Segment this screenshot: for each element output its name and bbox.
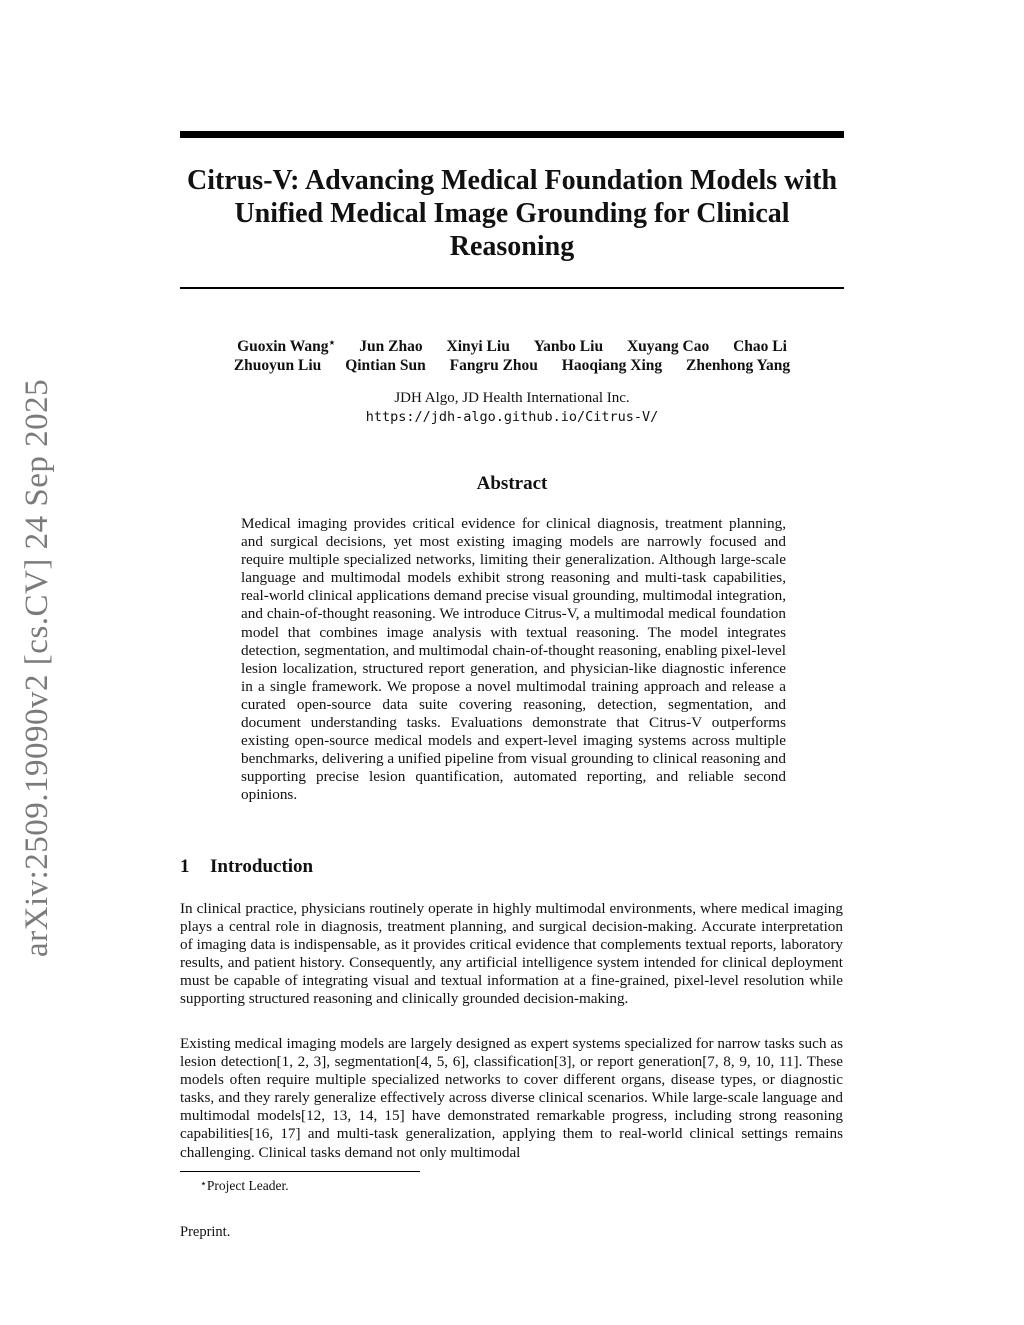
section-heading-introduction	[180, 856, 313, 878]
author-name: Xinyi Liu	[446, 338, 510, 355]
author-name: Qintian Sun	[345, 357, 426, 374]
intro-paragraph-2: Existing medical imaging models are largely designed as expert systems specialized for narrow tasks such as lesion detection[1, 2, 3], segmentation[4, 5, 6], classification[3], or report generation[7, 8, 9, 10, 11]. These models often require multiple specialized networks to cover different organs, disease types, or diagnostic tasks, and they rarely generalize effectively across diverse clinical scenarios. While large-scale language and multimodal models[12, 13, 14, 15] have demonstrated remarkable progress, including strong reasoning capabilities[16, 17] and multi-task generalization, applying them to real-world clinical settings remains challenging. Clinical tasks demand not only multimodal	[180, 1035, 843, 1161]
author-row-1	[170, 334, 854, 356]
author-name: Zhuoyun Liu	[233, 357, 322, 374]
paper-title: Citrus-V: Advancing Medical Foundation Models with Unified Medical Image Grounding for Clinical Reasoning	[186, 165, 838, 262]
intro-paragraph-1: In clinical practice, physicians routinely operate in highly multimodal environments, where medical imaging plays a central role in diagnosis, treatment planning, and surgical decision-making. Accurate interpretation of imaging data is indispensable, as it provides critical evidence that complements textual reports, laboratory results, and patient history. Consequently, any artificial intelligence system intended for clinical deployment must be capable of integrating visual and textual information at a fine-grained, pixel-level resolution while supporting structured reasoning and clinically grounded decision-making.	[180, 900, 843, 1008]
author-name: Fangru Zhou	[449, 357, 538, 374]
author-row-2	[170, 356, 854, 375]
affiliation-block	[170, 389, 854, 427]
title-bottom-rule	[180, 287, 844, 289]
section-title: Introduction	[210, 856, 314, 877]
section-number: 1	[180, 856, 190, 877]
author-name: Yanbo Liu	[533, 338, 604, 355]
arxiv-identifier: arXiv:2509.19090v2 [cs.CV] 24 Sep 2025	[19, 378, 55, 957]
footnote-text: Project Leader.	[206, 1178, 289, 1193]
author-name: Jun Zhao	[359, 338, 423, 355]
project-url-link[interactable]: https://jdh-algo.github.io/Citrus-V/	[365, 409, 659, 425]
page-footer: Preprint.	[180, 1224, 231, 1240]
footnote-rule	[180, 1171, 420, 1172]
project-leader-star: ⋆	[328, 337, 336, 349]
author-name: Zhenhong Yang	[686, 357, 791, 374]
author-name: Haoqiang Xing	[561, 357, 663, 374]
author-name: Guoxin Wang⋆	[237, 337, 336, 355]
author-name: Chao Li	[733, 338, 787, 355]
footnote	[200, 1177, 289, 1194]
title-top-rule	[180, 131, 844, 138]
affiliation: JDH Algo, JD Health International Inc.	[394, 390, 630, 406]
author-name: Xuyang Cao	[626, 338, 710, 355]
abstract-text: Medical imaging provides critical evidence for clinical diagnosis, treatment planning, and surgical decisions, yet most existing imaging models are narrowly focused and require multiple specialized networks, limiting their generalization. Although large-scale language and multimodal models exhibit strong reasoning and multi-task capabilities, real-world clinical applications demand precise visual grounding, multimodal integration, and chain-of-thought reasoning. We introduce Citrus-V, a multimodal medical foundation model that combines image analysis with textual reasoning. The model integrates detection, segmentation, and multimodal chain-of-thought reasoning, enabling pixel-level lesion localization, structured report generation, and physician-like diagnostic inference in a single framework. We propose a novel multimodal training approach and release a curated open-source data suite covering reasoning, detection, segmentation, and document understanding tasks. Evaluations demonstrate that Citrus-V outperforms existing open-source medical models and expert-level imaging systems across multiple benchmarks, delivering a unified pipeline from visual grounding to clinical reasoning and supporting precise lesion quantification, automated reporting, and reliable second opinions.	[241, 515, 786, 804]
footnote-star: ⋆	[200, 1178, 207, 1190]
abstract-heading: Abstract	[476, 473, 548, 494]
author-list	[170, 334, 854, 375]
